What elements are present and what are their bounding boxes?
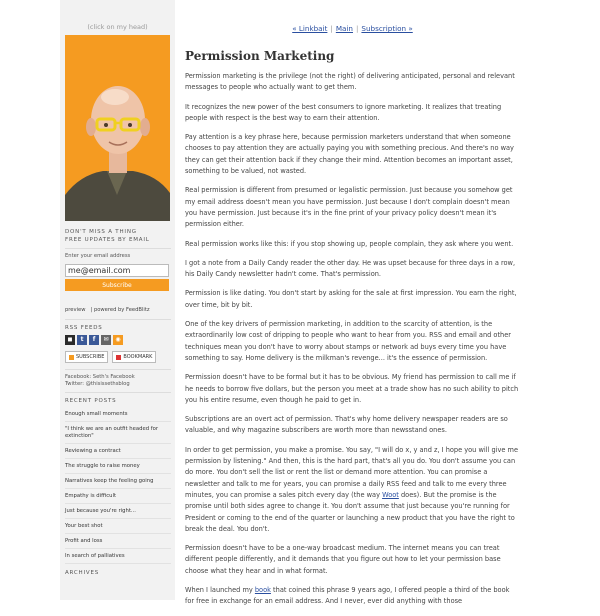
preview-link[interactable]: preview	[65, 307, 86, 313]
subscribe-badge-label: SUBSCRIBE	[76, 354, 105, 360]
paragraph-text: In order to get permission, you make a promise. You say, "I will do x, y and z, I hope you will give me permission by listening." And then, this is the hard part, that's all you do. You don't assume you can do more. You don't sell the list or rent the list or demand more attention. You can promise a newsletter and talk to me for years, you can promise a daily RSS feed and talk to me every three minutes, you can promise a sales pitch every day (the way	[185, 445, 518, 499]
list-item[interactable]: "I think we are an outfit headed for extinction"	[65, 422, 171, 444]
nav-separator: |	[330, 24, 333, 33]
divider	[65, 248, 171, 249]
click-head-caption: (click on my head)	[87, 23, 148, 31]
tumblr-icon[interactable]: t	[77, 335, 87, 345]
sidebar	[60, 0, 175, 600]
plus-icon	[69, 355, 74, 360]
facebook-icon[interactable]: f	[89, 335, 99, 345]
rss-icon[interactable]: ◉	[113, 335, 123, 345]
list-item[interactable]: Profit and loss	[65, 534, 171, 549]
post-paragraph	[185, 585, 520, 608]
feed-icons	[65, 335, 171, 345]
post-paragraph	[185, 445, 520, 535]
recent-posts-list	[65, 407, 171, 564]
prev-post-link[interactable]: « Linkbait	[292, 24, 328, 33]
next-post-link[interactable]: Subscription »	[361, 24, 413, 33]
post-paragraph: One of the key drivers of permission marketing, in addition to the scarcity of attention, is the extraordinarily low cost of dripping to people who want to hear from you. RSS and email and other techniques mean you don't have to worry about stamps or network ad buys every time you have something to say. Home delivery is the milkman's revenge... it's the essence of permission.	[185, 320, 511, 362]
facebook-line[interactable]: Facebook: Seth's Facebook	[65, 374, 135, 380]
list-item[interactable]: Empathy is difficult	[65, 489, 171, 504]
list-item[interactable]: Just because you're right...	[65, 504, 171, 519]
subscribe-button[interactable]: Subscribe	[65, 279, 169, 291]
post-paragraph: Permission doesn't have to be formal but it has to be obvious. My friend has permission to call me if he needs to borrow five dollars, but the person you meet at a trade show has no such ability to pitch you his entire resume, even though he paid to get in.	[185, 373, 519, 404]
post-paragraph: It recognizes the new power of the best consumers to ignore marketing. It realizes that treating people with respect is the best way to earn their attention.	[185, 102, 502, 122]
divider	[65, 319, 171, 320]
book-link[interactable]: book	[254, 585, 271, 594]
email-label: Enter your email address	[65, 253, 131, 259]
feed-icon[interactable]: ◼	[65, 335, 75, 345]
share-badges	[65, 351, 171, 363]
author-portrait-illustration	[65, 35, 170, 221]
paragraph-text: that coined this phrase 9 years ago, I offered people a third of the book for free in exchange for an email address. And I never, ever did anything with those	[185, 585, 510, 606]
post-navigation	[185, 24, 520, 33]
divider	[65, 392, 171, 393]
plus-icon	[116, 355, 121, 360]
bookmark-badge-label: BOOKMARK	[123, 354, 153, 360]
list-item[interactable]: Enough small moments	[65, 407, 171, 422]
post-paragraph: Permission is like dating. You don't start by asking for the sale at first impression. You earn the right, over time, bit by bit.	[185, 289, 517, 309]
list-item[interactable]: Your best shot	[65, 519, 171, 534]
paragraph-text: does). But the promise is the promise until both sides agree to change it. You don't assume that just because you're running for President or coming to the end of the quarter or launching a new product that you have the right to break the deal. You don't.	[185, 490, 515, 533]
archives-heading: ARCHIVES	[65, 570, 100, 576]
post-paragraph: Subscriptions are an overt act of permission. That's why home delivery newspaper readers are so valuable, and why magazine subscribers are worth more than newsstand ones.	[185, 415, 508, 435]
twitter-line[interactable]: Twitter: @thisissethsblog	[65, 381, 130, 387]
sidebar-widgets	[65, 228, 171, 577]
divider	[65, 369, 171, 370]
subscribe-badge[interactable]	[65, 351, 108, 363]
post-title: Permission Marketing	[185, 49, 335, 63]
woot-link[interactable]: Woot	[382, 490, 399, 499]
main-link[interactable]: Main	[335, 24, 353, 33]
post-paragraph: Real permission is different from presumed or legalistic permission. Just because you somehow get my email address doesn't mean you have permission. Just because I don't complain doesn't mean you have permission. Just because it's in the fine print of your privacy policy doesn't mean it's permission either.	[185, 186, 513, 229]
paragraph-text: When I launched my	[185, 585, 255, 594]
post-paragraph: Pay attention is a key phrase here, because permission marketers understand that when someone chooses to pay attention they are actually paying you with something precious. And there's no way they can get their attention back if they change their mind. Attention becomes an important asset, something to be valued, not wasted.	[185, 133, 514, 176]
list-item[interactable]: The struggle to raise money	[65, 459, 171, 474]
post-paragraph: I got a note from a Daily Candy reader the other day. He was upset because for three days in a row, his Daily Candy newsletter hadn't come. That's permission.	[185, 258, 516, 279]
post-paragraph: Real permission works like this: if you stop showing up, people complain, they ask where you went.	[185, 239, 514, 248]
updates-heading-2: FREE UPDATES BY EMAIL	[65, 237, 150, 243]
feedblitz-links	[65, 296, 171, 315]
nav-separator: |	[356, 24, 359, 33]
recent-posts-heading: RECENT POSTS	[65, 398, 117, 404]
list-item[interactable]: In search of palliatives	[65, 549, 171, 564]
email-field[interactable]	[65, 264, 169, 277]
bookmark-badge[interactable]	[112, 351, 156, 363]
list-item[interactable]: Reviewing a contract	[65, 444, 171, 459]
post-paragraph: Permission marketing is the privilege (not the right) of delivering anticipated, personal and relevant messages to people who actually want to get them.	[185, 72, 515, 92]
updates-heading-1: DON'T MISS A THING	[65, 229, 137, 235]
main-content	[185, 0, 520, 616]
author-photo[interactable]	[65, 35, 170, 221]
powered-by-link[interactable]: powered by FeedBlitz	[93, 307, 150, 313]
rss-heading: RSS FEEDS	[65, 325, 103, 331]
post-paragraph: Permission doesn't have to be a one-way broadcast medium. The internet means you can treat different people differently, and it demands that you figure out how to let your permission base choose what they hear and in what format.	[185, 544, 501, 575]
link-separator: |	[90, 307, 94, 313]
list-item[interactable]: Narratives keep the feeling going	[65, 474, 171, 489]
email-icon[interactable]: ✉	[101, 335, 111, 345]
